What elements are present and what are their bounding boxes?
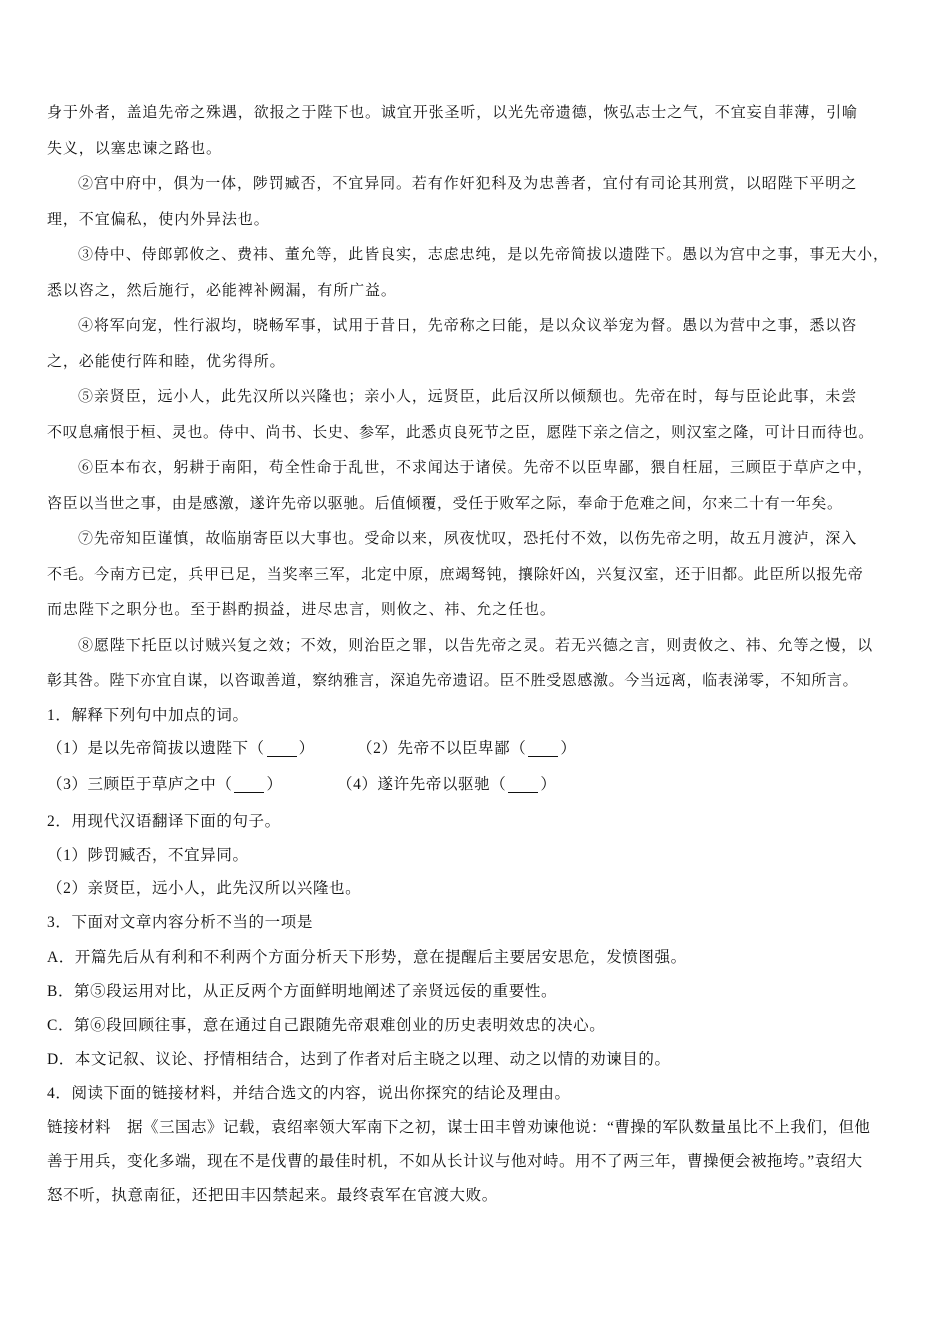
question-1-item-4	[337, 775, 556, 795]
passage-line: 而忠陛下之职分也。至于斟酌损益，进尽忠言，则攸之、祎、允之任也。	[47, 600, 556, 618]
answer-blank[interactable]	[232, 775, 266, 795]
link-material-line: 链接材料 据《三国志》记载，袁绍率领大军南下之初，谋士田丰曾劝谏他说：“曹操的军队数量虽比不上我们，但他	[47, 1119, 871, 1136]
question-1-item-2	[357, 739, 576, 759]
passage-line: 失义，以塞忠谏之路也。	[47, 139, 222, 157]
item-text: （4）遂许先帝以驱驰（	[337, 776, 507, 793]
question-1-item-3	[47, 775, 283, 795]
passage-paragraph-7: ⑦先帝知臣谨慎，故临崩寄臣以大事也。受命以来，夙夜忧叹，恐托付不效，以伤先帝之明，故五月渡泸，深入	[78, 529, 858, 547]
question-1-item-1	[47, 739, 315, 759]
passage-line: 咨臣以当世之事，由是感激，遂许先帝以驱驰。后值倾覆，受任于败军之际，奉命于危难之间，尔来二十有一年矣。	[47, 494, 843, 512]
question-3-option-d[interactable]: D．本文记叙、议论、抒情相结合，达到了作者对后主晓之以理、动之以情的劝谏目的。	[47, 1051, 671, 1068]
item-text: ）	[266, 776, 283, 793]
answer-blank[interactable]	[265, 739, 299, 759]
question-3-title: 3．下面对文章内容分析不当的一项是	[47, 914, 313, 931]
question-2-item-1: （1）陟罚臧否，不宜异同。	[47, 847, 249, 864]
item-text: （1）是以先帝简拔以遗陛下（	[47, 740, 265, 757]
answer-blank[interactable]	[506, 775, 540, 795]
question-2-item-2: （2）亲贤臣，远小人，此先汉所以兴隆也。	[47, 880, 362, 897]
passage-line: 理，不宜偏私，使内外异法也。	[47, 210, 270, 228]
passage-line: 彰其咎。陛下亦宜自谋，以咨诹善道，察纳雅言，深追先帝遗诏。臣不胜受恩感激。今当远离，临表涕零，不知所言。	[47, 671, 859, 689]
item-text: ）	[298, 740, 315, 757]
passage-line: 悉以咨之，然后施行，必能裨补阙漏，有所广益。	[47, 281, 397, 299]
question-4-title: 4．阅读下面的链接材料，并结合选文的内容，说出你探究的结论及理由。	[47, 1085, 571, 1102]
question-3-option-a[interactable]: A．开篇先后从有利和不利两个方面分析天下形势，意在提醒后主要居安思危，发愤图强。	[47, 949, 687, 966]
question-3-option-c[interactable]: C．第⑥段回顾往事，意在通过自己跟随先帝艰难创业的历史表明效忠的决心。	[47, 1017, 606, 1034]
item-text: ）	[540, 776, 557, 793]
passage-paragraph-4: ④将军向宠，性行淑均，晓畅军事，试用于昔日，先帝称之曰能，是以众议举宠为督。愚以为营中之事，悉以咨	[78, 316, 858, 334]
item-text: （3）三顾臣于草庐之中（	[47, 776, 233, 793]
passage-paragraph-2: ②宫中府中，俱为一体，陟罚臧否，不宜异同。若有作奸犯科及为忠善者，宜付有司论其刑赏，以昭陛下平明之	[78, 174, 858, 192]
passage-paragraph-8: ⑧愿陛下托臣以讨贼兴复之效；不效，则治臣之罪，以告先帝之灵。若无兴德之言，则责攸之、祎、允等之慢，以	[78, 636, 874, 654]
passage-paragraph-6: ⑥臣本布衣，躬耕于南阳，苟全性命于乱世，不求闻达于诸侯。先帝不以臣卑鄙，猥自枉屈，三顾臣于草庐之中，	[78, 458, 874, 476]
answer-blank[interactable]	[526, 739, 560, 759]
question-3-option-b[interactable]: B．第⑤段运用对比，从正反两个方面鲜明地阐述了亲贤远佞的重要性。	[47, 983, 558, 1000]
question-2-title: 2．用现代汉语翻译下面的句子。	[47, 813, 281, 830]
passage-line: 不叹息痛恨于桓、灵也。侍中、尚书、长史、参军，此悉贞良死节之臣，愿陛下亲之信之，则汉室之隆，可计日而待也。	[47, 423, 874, 441]
passage-line: 身于外者，盖追先帝之殊遇，欲报之于陛下也。诚宜开张圣听，以光先帝遗德，恢弘志士之气，不宜妄自菲薄，引喻	[47, 103, 858, 121]
link-material-line: 怒不听，执意南征，还把田丰囚禁起来。最终袁军在官渡大败。	[47, 1187, 498, 1204]
item-text: （2）先帝不以臣卑鄙（	[357, 740, 527, 757]
item-text: ）	[560, 740, 577, 757]
passage-paragraph-3: ③侍中、侍郎郭攸之、费祎、董允等，此皆良实，志虑忠纯，是以先帝简拔以遗陛下。愚以为宫中之事，事无大小，	[78, 245, 889, 263]
link-material-line: 善于用兵，变化多端，现在不是伐曹的最佳时机，不如从长计议与他对峙。用不了两三年，曹操便会被拖垮。”袁绍大	[47, 1153, 863, 1170]
passage-paragraph-5: ⑤亲贤臣，远小人，此先汉所以兴隆也；亲小人，远贤臣，此后汉所以倾颓也。先帝在时，每与臣论此事，未尝	[78, 387, 858, 405]
passage-line: 之，必能使行阵和睦，优劣得所。	[47, 352, 286, 370]
passage-line: 不毛。今南方已定，兵甲已足，当奖率三军，北定中原，庶竭驽钝，攘除奸凶，兴复汉室，还于旧都。此臣所以报先帝	[47, 565, 864, 583]
question-1-title: 1．解释下列句中加点的词。	[47, 707, 249, 724]
